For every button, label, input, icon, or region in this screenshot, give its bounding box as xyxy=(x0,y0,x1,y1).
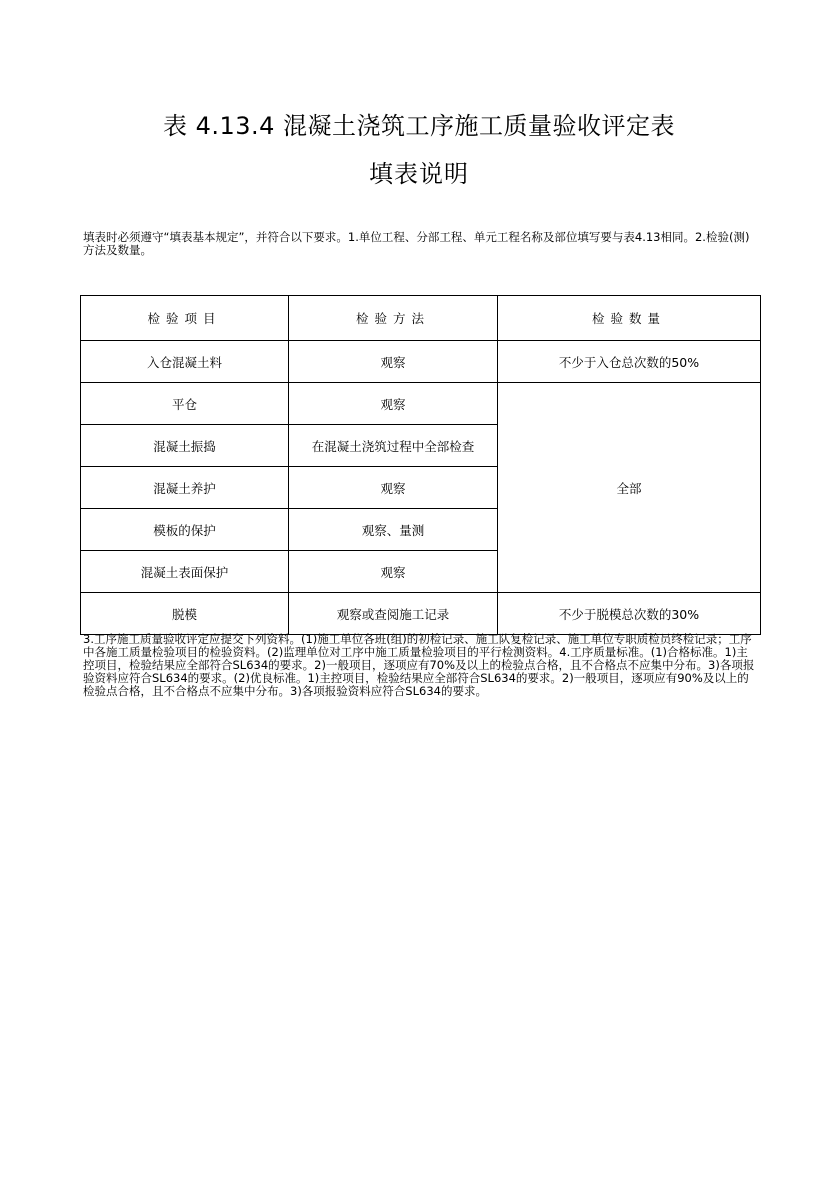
item-cell: 入仓混凝土料 xyxy=(81,341,289,383)
item-cell: 混凝土养护 xyxy=(81,467,289,509)
table-header-row xyxy=(81,296,761,341)
quantity-cell: 不少于入仓总次数的50% xyxy=(498,341,761,383)
item-cell: 脱模 xyxy=(81,593,289,635)
header-inspection-item: 检验项目 xyxy=(81,296,289,341)
method-cell: 观察 xyxy=(289,383,498,425)
page-title: 表 4.13.4 混凝土浇筑工序施工质量验收评定表 xyxy=(162,112,676,140)
item-cell: 平仓 xyxy=(81,383,289,425)
inspection-table xyxy=(80,295,761,635)
method-cell: 观察 xyxy=(289,341,498,383)
item-cell: 混凝土振捣 xyxy=(81,425,289,467)
header-inspection-quantity: 检验数量 xyxy=(498,296,761,341)
item-cell: 混凝土表面保护 xyxy=(81,551,289,593)
method-cell: 观察、量测 xyxy=(289,509,498,551)
intro-paragraph: 填表时必须遵守“填表基本规定”，并符合以下要求。1.单位工程、分部工程、单元工程名称及部位填写要与表4.13相同。2.检验(测)方法及数量。 xyxy=(83,230,750,257)
method-cell: 在混凝土浇筑过程中全部检查 xyxy=(289,425,498,467)
table-row xyxy=(81,341,761,383)
method-cell: 观察 xyxy=(289,551,498,593)
quantity-cell-merged: 全部 xyxy=(498,383,761,593)
notes-paragraph: 3.工序施工质量验收评定应提交下列资料。(1)施工单位各班(组)的初检记录、施工队复检记录、施工单位专职质检员终检记录；工序中各施工质量检验项目的检验资料。(2)监理单位对工序中施工质量检验项目的平行检测资料。4.工序质量标准。(1)合格标准。1)主控项目，检验结果应全部符合SL634的要求。2)一般项目，逐项应有70%及以上的检验点合格，且不合格点不应集中分布。3)各项报验资料应符合SL634的要求。(2)优良标准。1)主控项目，检验结果应全部符合SL634的要求。2)一般项目，逐项应有90%及以上的检验点合格，且不合格点不应集中分布。3)各项报验资料应符合SL634的要求。 xyxy=(83,632,755,698)
method-cell: 观察或查阅施工记录 xyxy=(289,593,498,635)
table-row xyxy=(81,383,761,425)
method-cell: 观察 xyxy=(289,467,498,509)
item-cell: 模板的保护 xyxy=(81,509,289,551)
header-inspection-method: 检验方法 xyxy=(289,296,498,341)
page-subtitle: 填表说明 xyxy=(369,160,469,188)
table-row xyxy=(81,593,761,635)
quantity-cell: 不少于脱模总次数的30% xyxy=(498,593,761,635)
